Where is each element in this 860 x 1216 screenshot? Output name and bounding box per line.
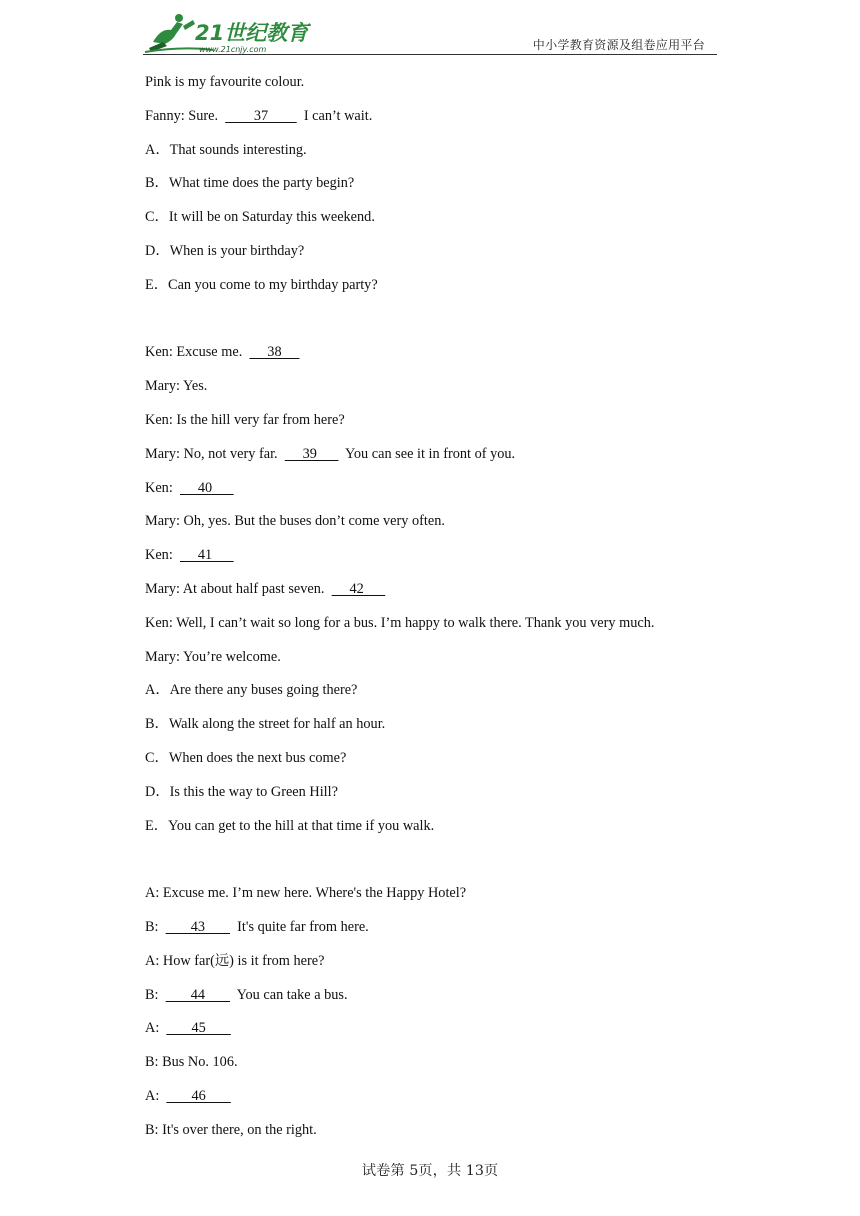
text-line: Ken: Is the hill very far from here? [145, 411, 345, 428]
text-line: Mary: You’re welcome. [145, 648, 281, 665]
question-line [145, 983, 745, 1017]
question-line [145, 577, 745, 611]
document-body [145, 70, 745, 1152]
question-line [145, 1016, 745, 1050]
text-line: Pink is my favourite colour. [145, 74, 305, 90]
answer-blank: 42 [331, 580, 386, 597]
text-line: Ken: Well, I can’t wait so long for a bus. I’m happy to walk there. Thank you very much. [145, 614, 655, 631]
question-line [145, 476, 745, 510]
text-line: Mary: Yes. [145, 378, 208, 395]
line-text: Fanny: Sure. [145, 107, 226, 124]
text-line: A: How far(远) is it from here? [145, 952, 325, 969]
section-gap [145, 847, 745, 881]
line-text: A: [145, 1020, 167, 1037]
answer-blank: 43 [165, 918, 231, 935]
question-line [145, 442, 745, 476]
line-text: Mary: At about half past seven. [145, 580, 332, 597]
text-line: Mary: Oh, yes. But the buses don’t come very often. [145, 513, 445, 530]
logo-url: www.21cnjy.com [199, 45, 267, 54]
answer-blank: 40 [179, 479, 234, 496]
question-line [145, 1084, 745, 1118]
page-header [143, 10, 717, 56]
text-line: B．What time does the party begin? [145, 175, 355, 192]
answer-blank: 39 [284, 445, 339, 462]
header-divider [143, 54, 717, 55]
line-text: B: [145, 918, 166, 935]
text-line: D．Is this the way to Green Hill? [145, 783, 338, 800]
line-text: You can take a bus. [230, 986, 348, 1003]
text-line: B: It's over there, on the right. [145, 1121, 317, 1138]
line-text: A: [145, 1087, 167, 1104]
text-line: E．Can you come to my birthday party? [145, 276, 378, 293]
logo-title: 21世纪教育 [195, 21, 309, 45]
answer-blank: 44 [165, 986, 231, 1003]
line-text: Ken: [145, 547, 180, 564]
question-line [145, 543, 745, 577]
answer-blank: 38 [249, 344, 300, 361]
line-text: B: [145, 986, 166, 1003]
text-line: B．Walk along the street for half an hour. [145, 716, 386, 733]
line-text: I can’t wait. [296, 107, 373, 124]
answer-blank: 46 [166, 1087, 231, 1104]
line-text: Ken: Excuse me. [145, 344, 250, 361]
text-line: A．Are there any buses going there? [145, 682, 358, 699]
page-footer: 试卷第 5页，共 13页 [361, 1163, 499, 1179]
text-line: B: Bus No. 106. [145, 1054, 238, 1071]
line-text: Ken: [145, 479, 180, 496]
text-line: D．When is your birthday? [145, 242, 305, 259]
question-line [145, 915, 745, 949]
text-line: C．It will be on Saturday this weekend. [145, 209, 375, 226]
text-line: C．When does the next bus come? [145, 749, 347, 766]
section-gap [145, 307, 745, 341]
text-line: A．That sounds interesting. [145, 141, 307, 158]
text-line: E．You can get to the hill at that time if you walk. [145, 817, 435, 834]
answer-blank: 45 [166, 1020, 231, 1037]
question-line [145, 104, 745, 138]
line-text: You can see it in front of you. [338, 445, 516, 462]
line-text: Mary: No, not very far. [145, 445, 285, 462]
answer-blank: 37 [225, 107, 297, 124]
answer-blank: 41 [179, 547, 234, 564]
logo [143, 12, 313, 54]
platform-name: 中小学教育资源及组卷应用平台 [532, 38, 705, 52]
line-text: It's quite far from here. [230, 918, 369, 935]
runner-logo-icon [143, 12, 313, 54]
text-line: A: Excuse me. I’m new here. Where's the Happy Hotel? [145, 885, 467, 902]
question-line [145, 340, 745, 374]
